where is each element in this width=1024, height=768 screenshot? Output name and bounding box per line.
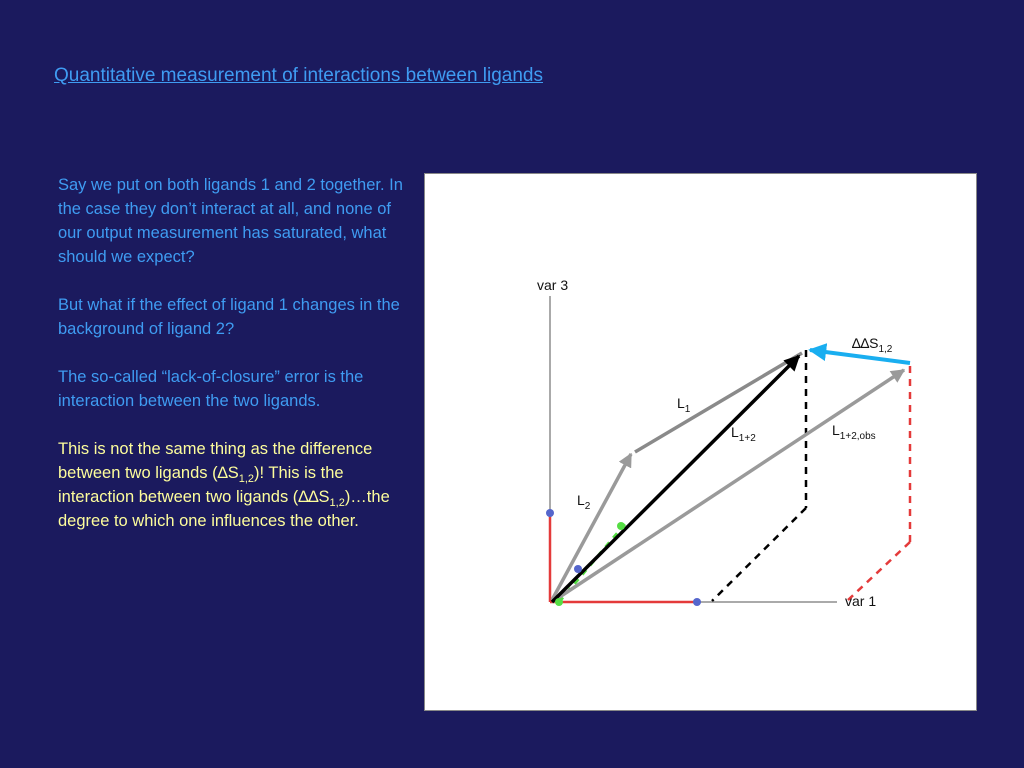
label-L1-plus-2-subscript: 1+2	[738, 433, 756, 444]
vector-L1-plus-2-obs	[552, 370, 904, 602]
dot-var3	[546, 509, 554, 517]
paragraph-2: But what if the effect of ligand 1 changes in the background of ligand 2?	[58, 296, 400, 338]
projection-dashed-diagonal	[712, 508, 806, 601]
paragraph-4-part1: This is not the same thing as the difference between two ligands (	[58, 440, 373, 482]
axis-var3-label: var 3	[537, 277, 569, 293]
dot-L2-component	[574, 565, 582, 573]
label-L1-subscript: 1	[684, 404, 691, 415]
label-delta-delta-s-subscript: 1,2	[878, 344, 893, 355]
delta-delta-s-symbol: ∆∆S	[298, 488, 330, 506]
label-L1	[677, 395, 691, 415]
paragraph-4	[58, 437, 408, 533]
paragraph-4-part2: )! This is the interaction between two ligands (	[58, 464, 344, 506]
body-text	[58, 173, 408, 557]
delta-delta-s-arrow	[810, 350, 910, 363]
label-L1-letter: L	[677, 395, 685, 411]
dot-var1	[693, 598, 701, 606]
label-L2-letter: L	[577, 492, 585, 508]
paragraph-1: Say we put on both ligands 1 and 2 together. In the case they don’t interact at all, and none of our output measurement has saturated, what should we expect?	[58, 176, 403, 266]
axis-var1-label: var 1	[845, 593, 877, 609]
obs-projection-dashed-diagonal	[848, 542, 910, 600]
label-L1-plus-2-obs-subscript: 1+2,obs	[839, 431, 876, 442]
slide-title[interactable]: Quantitative measurement of interactions between ligands	[54, 65, 543, 86]
label-L1-plus-2-letter: L	[731, 424, 739, 440]
delta-s-symbol: ∆S	[217, 464, 239, 482]
label-L1-plus-2	[731, 424, 756, 444]
vector-diagram	[425, 174, 976, 710]
vector-L1-plus-2	[552, 356, 799, 602]
label-delta-delta-s-symbol: ∆∆S	[852, 335, 879, 351]
delta-s-subscript: 1,2	[238, 473, 255, 485]
label-delta-delta-s	[852, 335, 893, 355]
label-L1-plus-2-obs	[832, 422, 876, 442]
label-L2	[577, 492, 591, 512]
paragraph-3: The so-called “lack-of-closure” error is the interaction between the two ligands.	[58, 368, 364, 410]
delta-delta-s-subscript: 1,2	[329, 497, 345, 509]
vector-diagram-panel	[424, 173, 977, 711]
dot-origin	[555, 598, 563, 606]
label-L2-subscript: 2	[584, 501, 591, 512]
label-L1-plus-2-obs-letter: L	[832, 422, 840, 438]
dot-green-end	[617, 522, 625, 530]
paragraph-4-part3: )…the degree to which one influences the other.	[58, 488, 390, 530]
